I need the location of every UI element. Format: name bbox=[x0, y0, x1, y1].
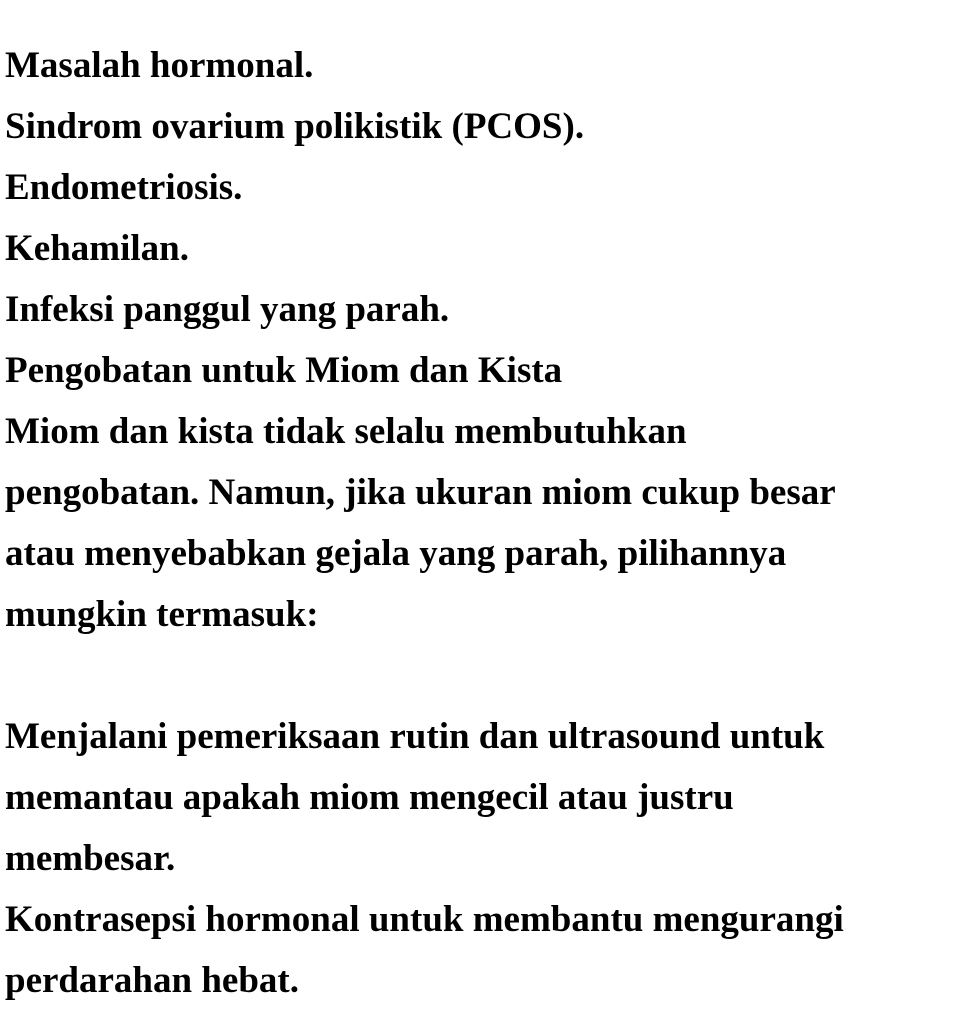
intro-paragraph bbox=[5, 401, 955, 645]
intro-line-3: atau menyebabkan gejala yang parah, pilihannya bbox=[5, 533, 787, 574]
paragraph-spacer bbox=[5, 645, 955, 706]
intro-line-4: mungkin termasuk: bbox=[5, 594, 319, 635]
treatment-item-monitoring bbox=[5, 706, 955, 889]
cause-item-endometriosis: Endometriosis. bbox=[5, 167, 243, 208]
cause-item-pregnancy: Kehamilan. bbox=[5, 228, 189, 269]
document-body bbox=[5, 35, 955, 1011]
treatment-contraception-line-1: Kontrasepsi hormonal untuk membantu mengurangi bbox=[5, 899, 844, 940]
treatment-item-hormonal-contraception bbox=[5, 889, 955, 1011]
cause-item-pcos: Sindrom ovarium polikistik (PCOS). bbox=[5, 106, 585, 147]
cause-item-hormonal: Masalah hormonal. bbox=[5, 45, 314, 86]
intro-line-1: Miom dan kista tidak selalu membutuhkan bbox=[5, 411, 687, 452]
treatment-monitoring-line-1: Menjalani pemeriksaan rutin dan ultrasound untuk bbox=[5, 716, 825, 757]
intro-line-2: pengobatan. Namun, jika ukuran miom cukup besar bbox=[5, 472, 836, 513]
section-heading: Pengobatan untuk Miom dan Kista bbox=[5, 350, 563, 391]
treatment-contraception-line-2: perdarahan hebat. bbox=[5, 960, 299, 1001]
cause-item-pelvic-infection: Infeksi panggul yang parah. bbox=[5, 289, 450, 330]
treatment-monitoring-line-2: memantau apakah miom mengecil atau justru bbox=[5, 777, 734, 818]
treatment-monitoring-line-3: membesar. bbox=[5, 838, 176, 879]
